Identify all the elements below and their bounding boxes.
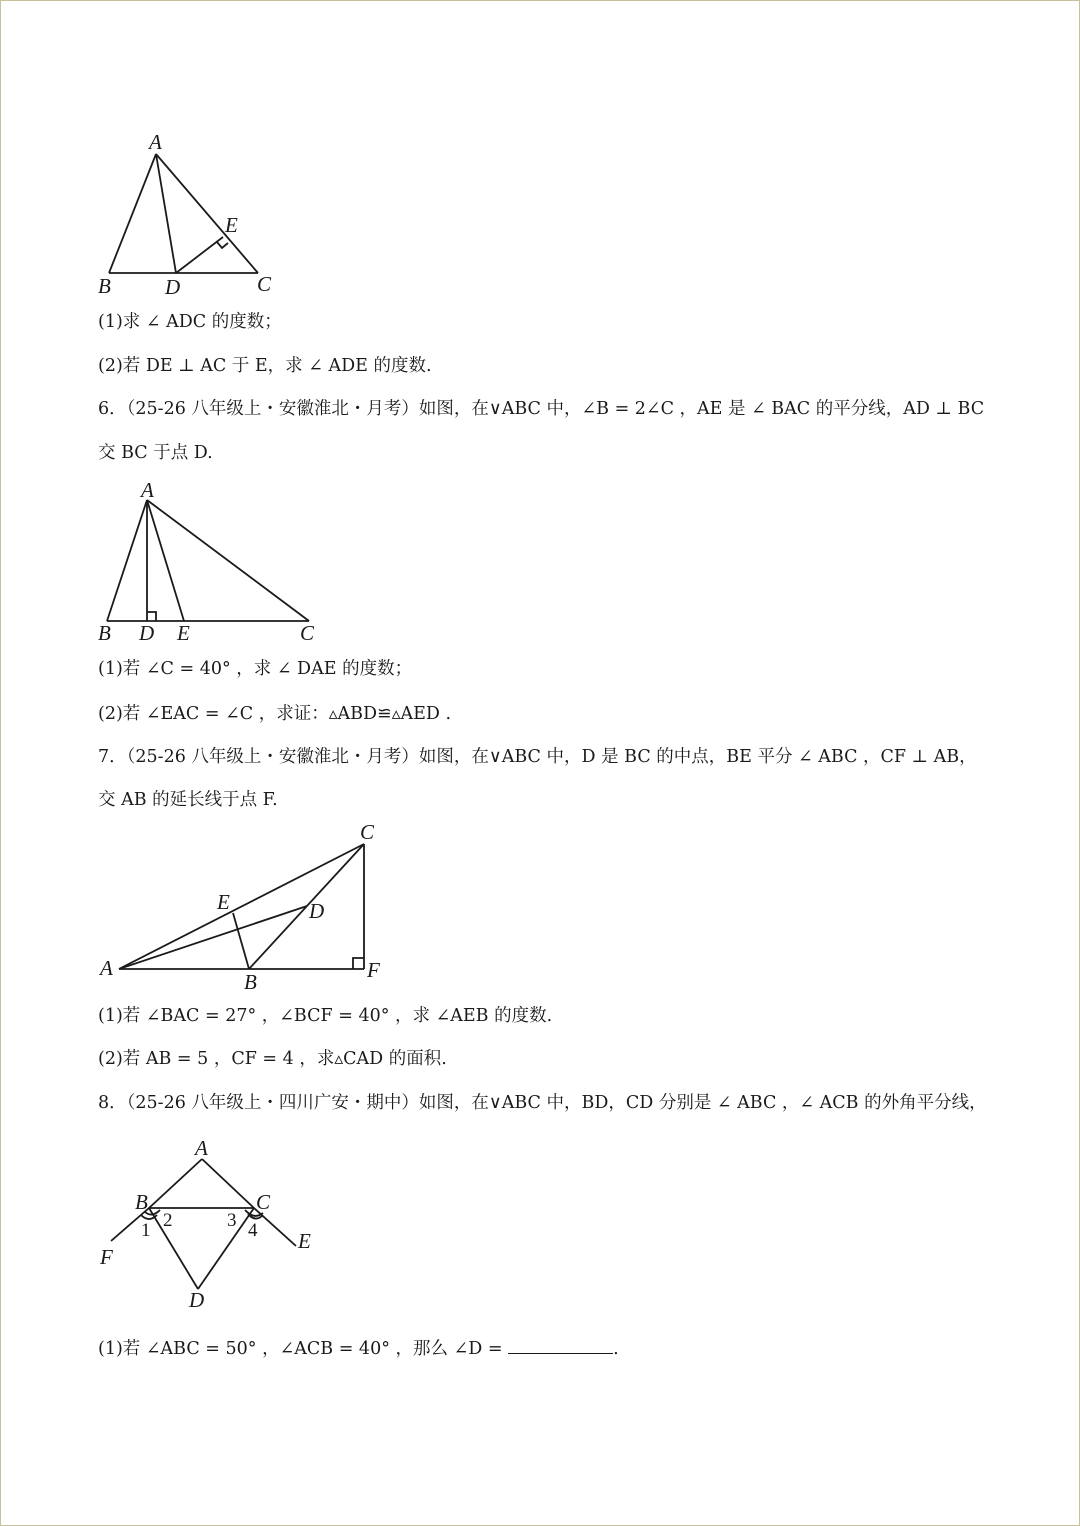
fig8-angle-label-4: 4 bbox=[248, 1220, 258, 1241]
q6-part2: (2)若 ∠EAC = ∠C ，求证：▵ABD≌▵AED . bbox=[98, 704, 452, 724]
q7-stem-line1: 7．（25-26 八年级上・安徽淮北・月考）如图，在∨ABC 中，D 是 BC 的中点，BE 平分 ∠ ABC ，CF ⊥ AB， bbox=[98, 747, 977, 767]
fig8-angle-label-3: 3 bbox=[227, 1210, 237, 1231]
fig7-label-e: E bbox=[217, 890, 230, 914]
fig8-label-e: E bbox=[298, 1229, 311, 1253]
q7-part2: (2)若 AB = 5 ，CF = 4 ，求▵CAD 的面积. bbox=[98, 1049, 447, 1069]
fig6-label-c: C bbox=[300, 621, 315, 645]
fig8-label-b: B bbox=[135, 1190, 148, 1214]
fig8-angle-label-1: 1 bbox=[141, 1220, 151, 1241]
fig8-segment-ac bbox=[202, 1159, 254, 1208]
fig8-segment-ab bbox=[149, 1159, 202, 1208]
fig5-label-d: D bbox=[165, 275, 181, 299]
q5-part1: (1)求 ∠ ADC 的度数； bbox=[98, 312, 282, 332]
fig6-label-a: A bbox=[141, 478, 154, 502]
q5-part2: (2)若 DE ⊥ AC 于 E，求 ∠ ADE 的度数. bbox=[98, 356, 432, 376]
fig7-label-f: F bbox=[367, 958, 380, 982]
fig5-label-c: C bbox=[257, 272, 272, 296]
fig6-label-b: B bbox=[98, 621, 111, 645]
q8-stem-line1: 8．（25-26 八年级上・四川广安・期中）如图，在∨ABC 中，BD，CD 分别是 ∠ ABC ，∠ ACB 的外角平分线， bbox=[98, 1093, 987, 1113]
q6-part1: (1)若 ∠C = 40° ，求 ∠ DAE 的度数； bbox=[98, 659, 413, 679]
fig7-label-d: D bbox=[309, 899, 325, 923]
q8-part1 bbox=[98, 1337, 619, 1361]
q6-stem-line2: 交 BC 于点 D. bbox=[98, 443, 213, 463]
fig8-label-c: C bbox=[256, 1190, 271, 1214]
fig7-label-c: C bbox=[360, 820, 375, 844]
fig5-label-a: A bbox=[149, 130, 162, 154]
q6-stem-line1: 6．（25-26 八年级上・安徽淮北・月考）如图，在∨ABC 中，∠B = 2∠C ，AE 是 ∠ BAC 的平分线，AD ⊥ BC bbox=[98, 399, 985, 419]
fig5-label-b: B bbox=[98, 274, 111, 298]
fig6-label-d: D bbox=[139, 621, 155, 645]
fig8-label-a: A bbox=[195, 1136, 208, 1160]
fig8-label-f: F bbox=[100, 1245, 113, 1269]
fig6-label-e: E bbox=[177, 621, 190, 645]
fig7-label-b: B bbox=[244, 970, 257, 994]
fig8-label-d: D bbox=[189, 1288, 205, 1312]
fig5-label-e: E bbox=[225, 213, 238, 237]
fig8-angle-label-2: 2 bbox=[163, 1210, 173, 1231]
q7-part1: (1)若 ∠BAC = 27° ，∠BCF = 40° ，求 ∠AEB 的度数. bbox=[98, 1006, 553, 1026]
q7-stem-line2: 交 AB 的延长线于点 F. bbox=[98, 790, 278, 810]
fig8-segment-cd bbox=[198, 1208, 254, 1289]
fig8-segment-bd bbox=[149, 1208, 198, 1289]
q8-part1-end: . bbox=[613, 1339, 619, 1359]
q8-part1-text: (1)若 ∠ABC = 50° ，∠ACB = 40° ，那么 ∠D = bbox=[98, 1339, 503, 1359]
q8-answer-blank[interactable] bbox=[508, 1337, 613, 1354]
fig7-label-a: A bbox=[100, 956, 113, 980]
figure-q8-triangle bbox=[1, 1, 1080, 1321]
